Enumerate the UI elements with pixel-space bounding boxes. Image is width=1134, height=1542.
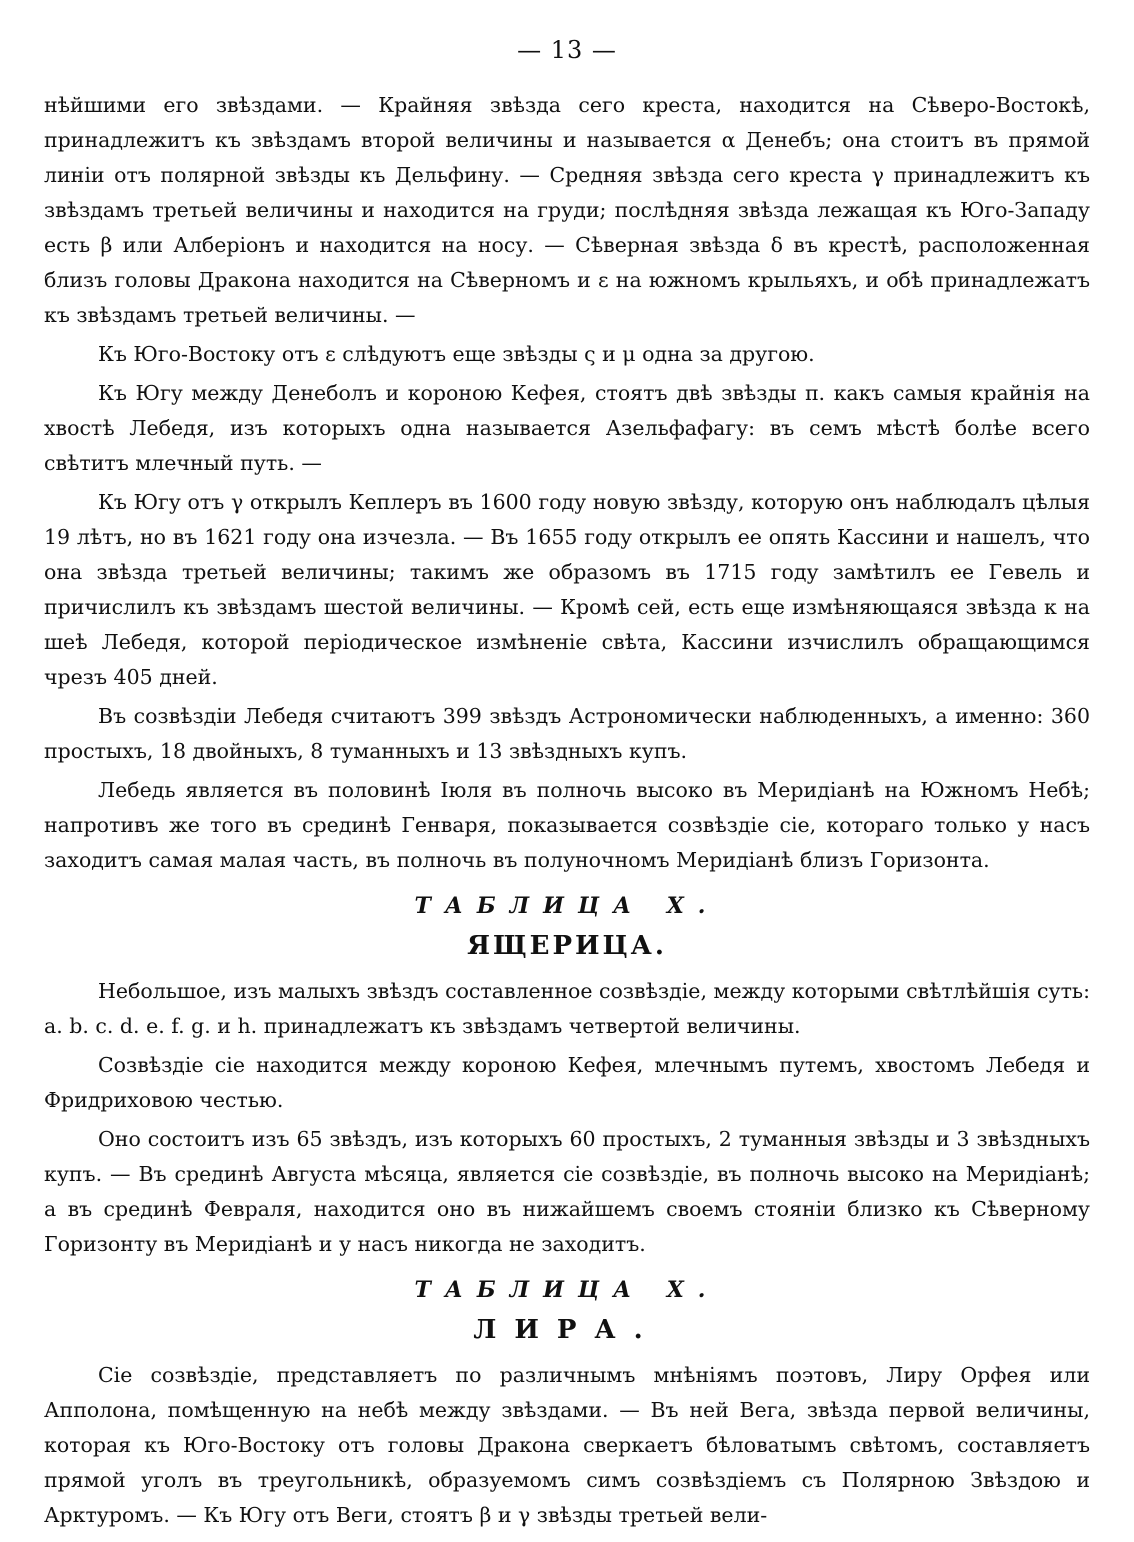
book-page bbox=[44, 28, 1090, 1533]
table-heading-lizard: ТАБЛИЦА X. bbox=[414, 893, 720, 919]
paragraph-lizard-location: Созвѣздіе сіе находится между короною Кефея, млечнымъ путемъ, хвостомъ Лебедя и Фридриховою честью. bbox=[44, 1053, 1090, 1112]
section-title-lizard: ЯЩЕРИЦА. bbox=[467, 931, 667, 961]
paragraph-kepler-nova: Къ Югу отъ γ открылъ Кеплеръ въ 1600 году новую звѣзду, которую онъ наблюдалъ цѣлыя 19 лѣтъ, но въ 1621 году она изчезла. — Въ 1655 году открылъ ее опять Кассини и нашелъ, что она звѣзда третьей величины; такимъ же образомъ въ 1715 году замѣтилъ ее Гевель и причислилъ къ звѣздамъ шестой величины. — Кромѣ сей, есть еще измѣняющаяся звѣзда κ на шеѣ Лебедя, которой періодическое измѣненіе свѣта, Кассини изчислилъ обращающимся чрезъ 405 дней. bbox=[44, 490, 1090, 689]
section-title-lyra: ЛИРА. bbox=[473, 1315, 661, 1345]
paragraph-lizard-description: Небольшое, изъ малыхъ звѣздъ составленное созвѣздіе, между которыми свѣтлѣйшія суть: a. b. c. d. e. f. g. и h. принадлежатъ къ звѣздамъ четвертой величины. bbox=[44, 979, 1090, 1038]
paragraph-cygnus-cross: нѣйшими его звѣздами. — Крайняя звѣзда сего креста, находится на Сѣверо-Востокѣ, принадлежитъ къ звѣздамъ второй величины и называется α Денебъ; она стоитъ въ прямой линіи отъ полярной звѣзды къ Дельфину. — Средняя звѣзда сего креста γ принадлежитъ къ звѣздамъ третьей величины и находится на груди; послѣдняя звѣзда лежащая къ Юго-Западу есть β или Алберіонъ и находится на носу. — Сѣверная звѣзда δ въ крестѣ, расположенная близъ головы Дракона находится на Сѣверномъ и ε на южномъ крыльяхъ, и обѣ принадлежатъ къ звѣздамъ третьей величины. — bbox=[44, 93, 1090, 327]
paragraph-star-count: Въ созвѣздіи Лебедя считаютъ 399 звѣздъ Астрономически наблюденныхъ, а именно: 360 простыхъ, 18 двойныхъ, 8 туманныхъ и 13 звѣздныхъ купъ. bbox=[44, 704, 1090, 763]
paragraph-lyra-description: Сіе созвѣздіе, представляетъ по различнымъ мнѣніямъ поэтовъ, Лиру Орфея или Апполона, помѣщенную на небѣ между звѣздами. — Въ ней Вега, звѣзда первой величины, которая къ Юго-Востоку отъ головы Дракона сверкаетъ бѣловатымъ свѣтомъ, составляетъ прямой уголъ въ треугольникѣ, образуемомъ симъ созвѣздіемъ съ Полярною Звѣздою и Арктуромъ. — Къ Югу отъ Веги, стоятъ β и γ звѣзды третьей вели- bbox=[44, 1363, 1090, 1527]
table-heading-lyra: ТАБЛИЦА X. bbox=[414, 1277, 720, 1303]
paragraph-lizard-stars: Оно состоитъ изъ 65 звѣздъ, изъ которыхъ 60 простыхъ, 2 туманныя звѣзды и 3 звѣздныхъ купъ. — Въ срединѣ Августа мѣсяца, является сіе созвѣздіе, въ полночь высоко на Меридіанѣ; а въ срединѣ Февраля, находится оно въ нижайшемъ своемъ стояніи близко къ Сѣверному Горизонту въ Меридіанѣ и у насъ никогда не заходитъ. bbox=[44, 1127, 1090, 1256]
paragraph-south-deneb: Къ Югу между Денеболъ и короною Кефея, стоятъ двѣ звѣзды π. какъ самыя крайнія на хвостѣ Лебедя, изъ которыхъ одна называется Азельфафагу: въ семъ мѣстѣ болѣе всего свѣтитъ млечный путь. — bbox=[44, 381, 1090, 475]
page-number: — 13 — bbox=[517, 36, 617, 64]
paragraph-cygnus-visibility: Лебедь является въ половинѣ Іюля въ полночь высоко въ Меридіанѣ на Южномъ Небѣ; напротивъ же того въ срединѣ Генваря, показывается созвѣздіе сіе, котораго только у насъ заходитъ самая малая часть, въ полночь въ полуночномъ Меридіанѣ близъ Горизонта. bbox=[44, 778, 1090, 872]
paragraph-southeast-stars: Къ Юго-Востоку отъ ε слѣдуютъ еще звѣзды ς и μ одна за другою. bbox=[98, 342, 815, 366]
